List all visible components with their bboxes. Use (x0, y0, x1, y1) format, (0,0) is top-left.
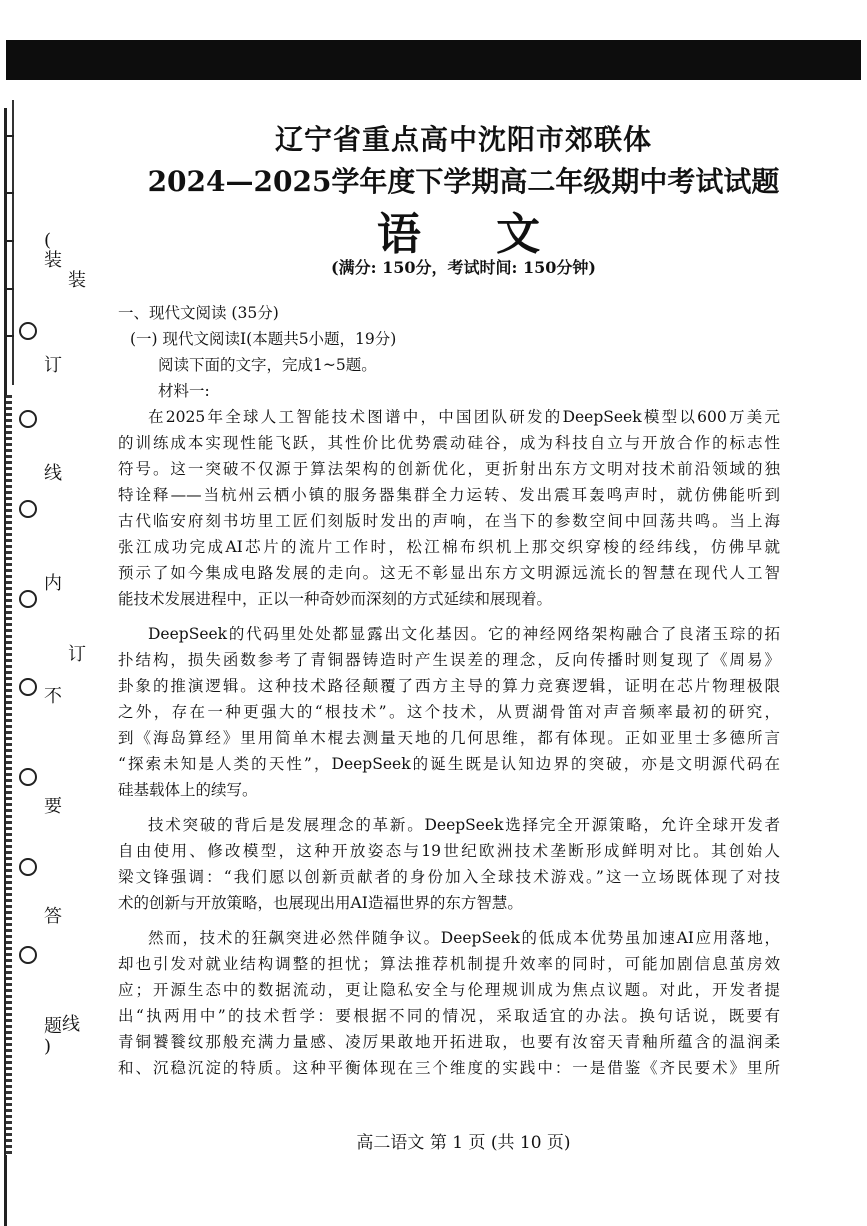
exam-body (118, 300, 780, 1081)
paragraph-4 (118, 925, 780, 1081)
binding-hole-circle (19, 500, 37, 518)
binding-hole-circle (19, 946, 37, 964)
reading-instruction: 阅读下面的文字，完成1~5题。 (158, 356, 377, 374)
binding-hole-circle (19, 410, 37, 428)
margin-char: ) (44, 1036, 52, 1057)
text-line: 然而，技术的狂飙突进必然伴随争议。DeepSeek的低成本优势虽加速AI应用落地， (148, 929, 780, 947)
text-line: 古代临安府刻书坊里工匠们刻版时发出的声响，在当下的参数空间中回荡共鸣。当上海 (118, 512, 780, 530)
text-line: 自由使用、修改模型，这种开放姿态与19世纪欧洲技术垄断形成鲜明对比。其创始人 (118, 842, 780, 860)
text-line: 在2025年全球人工智能技术图谱中，中国团队研发的DeepSeek模型以600万美元 (148, 408, 780, 426)
binding-hole-circle (19, 678, 37, 696)
text-line: 张江成功完成AI芯片的流片工作时，松江棉布织机上那交织穿梭的经纬线，仿佛早就 (118, 538, 780, 556)
binding-hole-circle (19, 322, 37, 340)
text-line: 卦象的推演逻辑。这种技术路径颠覆了西方主导的算力竞赛逻辑，证明在芯片物理极限 (118, 677, 780, 695)
text-line: 和、沉稳沉淀的特质。这种平衡体现在三个维度的实践中：一是借鉴《齐民要术》里所 (118, 1059, 780, 1077)
text-line: 应；开源生态中的数据流动，更让隐私安全与伦理规训成为焦点议题。对此，开发者提 (118, 981, 780, 999)
margin-char: 要 (44, 796, 62, 817)
exam-title-line2: 2024—2025学年度下学期高二年级期中考试试题 (147, 165, 780, 198)
margin-char: 线 (62, 1014, 80, 1035)
text-line: 出“执两用中”的技术哲学：要根据不同的情况，采取适宜的办法。换句话说，既要有 (118, 1007, 780, 1025)
exam-title-line1: 辽宁省重点高中沈阳市郊联体 (274, 123, 652, 156)
margin-char: 装 (44, 250, 62, 271)
margin-char: 线 (44, 463, 62, 484)
text-line: 的训练成本实现性能飞跃，其性价比优势震动硅谷，成为科技自立与开放合作的标志性 (118, 434, 780, 452)
top-black-bar (6, 40, 861, 80)
binding-hole-circle (19, 858, 37, 876)
edge-tick (4, 288, 14, 290)
margin-char: 题 (44, 1016, 62, 1037)
edge-tick (4, 335, 14, 337)
text-line: 特诠释——当杭州云栖小镇的服务器集群全力运转、发出震耳轰鸣声时，就仿佛能听到 (118, 486, 780, 504)
text-line: 到《海岛算经》里用简单木棍去测量天地的几何思维，都有体现。正如亚里士多德所言 (118, 729, 780, 747)
binding-dotted-line (6, 395, 12, 1155)
text-line: 梁文锋强调：“我们愿以创新贡献者的身份加入全球技术游戏。”这一立场既体现了对技 (118, 868, 780, 886)
binding-hole-circle (19, 768, 37, 786)
margin-char: 不 (44, 686, 62, 707)
text-line: 术的创新与开放策略，也展现出用AI造福世界的东方智慧。 (118, 894, 523, 912)
paragraph-1 (118, 404, 780, 612)
subject-title: 语 文 (376, 209, 571, 260)
text-line: “探索未知是人类的天性”，DeepSeek的诞生既是认知边界的突破，亦是文明源代码在 (118, 755, 780, 773)
margin-char: 订 (44, 355, 62, 376)
material-label: 材料一: (158, 382, 210, 400)
text-line: 之外，存在一种更强大的“根技术”。这个技术，从贾湖骨笛对声音频率最初的研究， (118, 703, 780, 721)
margin-char: ( (44, 230, 52, 251)
text-line: 扑结构，损失函数参考了青铜器铸造时产生误差的理念，反向传播时则复现了《周易》 (118, 651, 780, 669)
exam-info: (满分: 150分，考试时间: 150分钟) (331, 258, 596, 277)
page-footer: 高二语文 第 1 页 (共 10 页) (356, 1133, 571, 1153)
paragraph-2 (118, 621, 780, 803)
text-line: 青铜饕餮纹那般充满力量感、凌厉果敢地开拓进取，也要有汝窑天青釉所蕴含的温润柔 (118, 1033, 780, 1051)
text-line: DeepSeek的代码里处处都显露出文化基因。它的神经网络架构融合了良渚玉琮的拓 (148, 625, 780, 643)
subsection-heading: (一) 现代文阅读Ⅰ(本题共5小题，19分) (130, 330, 397, 348)
section-heading: 一、现代文阅读 (35分) (118, 304, 279, 322)
margin-char: 订 (68, 644, 86, 665)
paragraph-3 (118, 812, 780, 916)
text-line: 却也引发对就业结构调整的担忧；算法推荐机制提升效率的同时，可能加剧信息茧房效 (118, 955, 780, 973)
margin-char: 答 (44, 906, 62, 927)
binding-hole-circle (19, 590, 37, 608)
text-line: 符号。这一突破不仅源于算法架构的创新优化，更折射出东方文明对技术前沿领域的独 (118, 460, 780, 478)
text-line: 技术突破的背后是发展理念的革新。DeepSeek选择完全开源策略，允许全球开发者 (148, 816, 780, 834)
margin-char: 装 (68, 270, 86, 291)
text-line: 能技术发展进程中，正以一种奇妙而深刻的方式延续和展现着。 (118, 590, 553, 608)
margin-char: 内 (44, 573, 62, 594)
text-line: 硅基载体上的续写。 (118, 781, 258, 799)
text-line: 预示了如今集成电路发展的走向。这无不彰显出东方文明源远流长的智慧在现代人工智 (118, 564, 780, 582)
